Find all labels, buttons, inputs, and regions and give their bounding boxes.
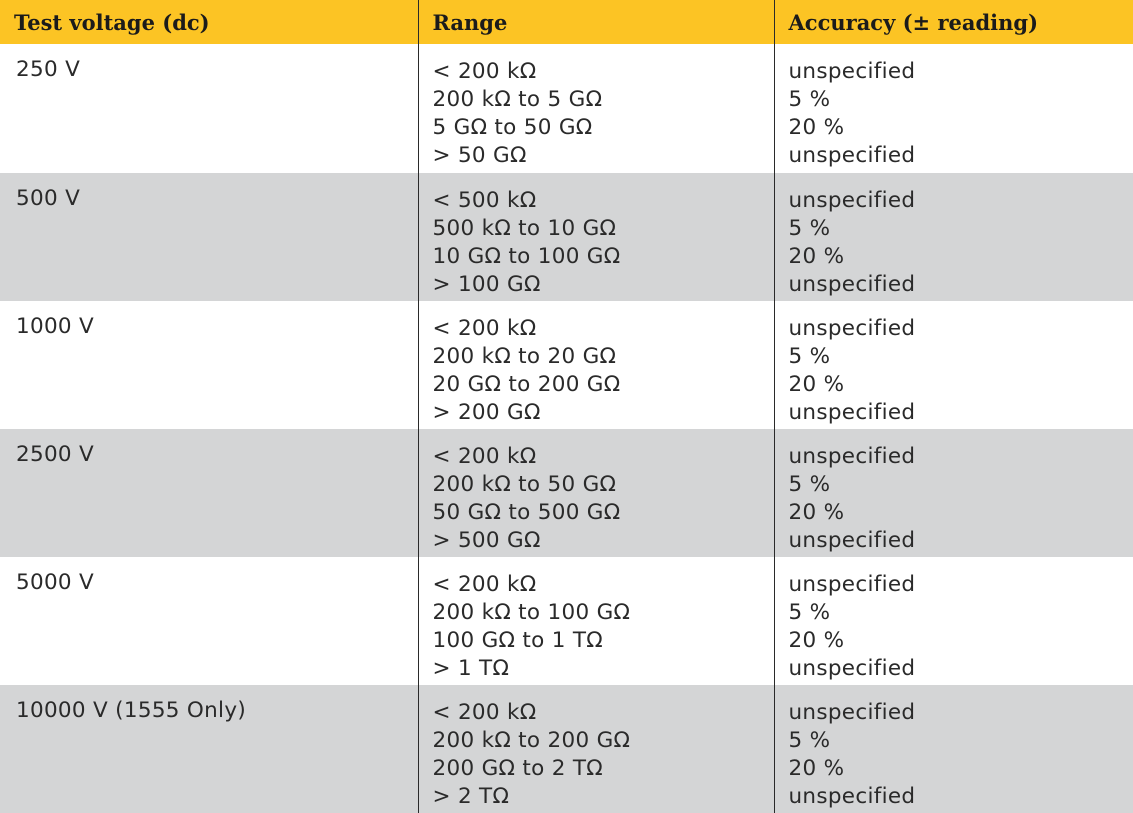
accuracy-value: unspecified	[788, 528, 916, 553]
test-voltage-cell	[0, 685, 418, 813]
range-value: > 100 GΩ	[432, 272, 541, 297]
range-value: 20 GΩ to 200 GΩ	[432, 372, 621, 397]
range-value: 5 GΩ to 50 GΩ	[432, 115, 593, 140]
range-value: 200 kΩ to 20 GΩ	[432, 344, 617, 369]
range-value: 200 kΩ to 100 GΩ	[432, 600, 631, 625]
test-voltage-value: 2500 V	[16, 442, 95, 467]
header-range: Range	[418, 0, 774, 44]
test-voltage-cell	[0, 301, 418, 429]
range-value: 50 GΩ to 500 GΩ	[432, 500, 621, 525]
accuracy-cell	[774, 44, 1133, 173]
accuracy-cell	[774, 429, 1133, 557]
test-voltage-value: 5000 V	[16, 570, 95, 595]
accuracy-value: 20 %	[788, 115, 845, 140]
test-voltage-value: 250 V	[16, 57, 81, 82]
range-value: > 200 GΩ	[432, 400, 541, 425]
range-value: < 200 kΩ	[432, 316, 537, 341]
range-value: < 200 kΩ	[432, 700, 537, 725]
accuracy-value: unspecified	[788, 188, 916, 213]
test-voltage-cell	[0, 44, 418, 173]
header-row	[0, 0, 1133, 44]
range-value: 10 GΩ to 100 GΩ	[432, 244, 621, 269]
accuracy-value: unspecified	[788, 444, 916, 469]
test-voltage-value: 500 V	[16, 186, 81, 211]
test-voltage-cell	[0, 557, 418, 685]
accuracy-cell	[774, 301, 1133, 429]
test-voltage-cell	[0, 429, 418, 557]
accuracy-cell	[774, 685, 1133, 813]
test-voltage-cell	[0, 173, 418, 301]
table-row	[0, 429, 1133, 557]
range-cell	[418, 685, 774, 813]
range-value: < 500 kΩ	[432, 188, 537, 213]
range-value: > 500 GΩ	[432, 528, 541, 553]
accuracy-value: 5 %	[788, 472, 831, 497]
table-row	[0, 685, 1133, 813]
accuracy-value: unspecified	[788, 700, 916, 725]
range-cell	[418, 557, 774, 685]
accuracy-value: unspecified	[788, 572, 916, 597]
table-body	[0, 44, 1133, 813]
accuracy-value: unspecified	[788, 316, 916, 341]
accuracy-value: unspecified	[788, 272, 916, 297]
header-accuracy: Accuracy (± reading)	[774, 0, 1133, 44]
test-voltage-value: 10000 V (1555 Only)	[16, 698, 247, 723]
table-row	[0, 301, 1133, 429]
table-row	[0, 557, 1133, 685]
range-value: 500 kΩ to 10 GΩ	[432, 216, 617, 241]
table-header	[0, 0, 1133, 44]
range-value: 200 kΩ to 5 GΩ	[432, 87, 603, 112]
range-cell	[418, 173, 774, 301]
accuracy-value: unspecified	[788, 656, 916, 681]
accuracy-value: unspecified	[788, 143, 916, 168]
range-value: < 200 kΩ	[432, 59, 537, 84]
range-cell	[418, 301, 774, 429]
accuracy-value: 20 %	[788, 500, 845, 525]
table-row	[0, 173, 1133, 301]
range-value: > 1 TΩ	[432, 656, 510, 681]
header-test-voltage: Test voltage (dc)	[0, 0, 418, 44]
accuracy-value: 5 %	[788, 344, 831, 369]
accuracy-value: unspecified	[788, 59, 916, 84]
range-cell	[418, 44, 774, 173]
accuracy-value: 5 %	[788, 600, 831, 625]
accuracy-value: 20 %	[788, 244, 845, 269]
accuracy-value: unspecified	[788, 400, 916, 425]
accuracy-cell	[774, 173, 1133, 301]
accuracy-value: 20 %	[788, 628, 845, 653]
accuracy-cell	[774, 557, 1133, 685]
range-value: > 2 TΩ	[432, 784, 510, 809]
range-value: < 200 kΩ	[432, 572, 537, 597]
accuracy-value: 5 %	[788, 216, 831, 241]
accuracy-value: unspecified	[788, 784, 916, 809]
range-value: < 200 kΩ	[432, 444, 537, 469]
range-value: > 50 GΩ	[432, 143, 527, 168]
range-value: 200 kΩ to 50 GΩ	[432, 472, 617, 497]
accuracy-value: 5 %	[788, 728, 831, 753]
table-row	[0, 44, 1133, 173]
accuracy-value: 20 %	[788, 756, 845, 781]
test-voltage-value: 1000 V	[16, 314, 95, 339]
range-cell	[418, 429, 774, 557]
range-value: 200 GΩ to 2 TΩ	[432, 756, 603, 781]
range-value: 200 kΩ to 200 GΩ	[432, 728, 631, 753]
accuracy-value: 20 %	[788, 372, 845, 397]
accuracy-value: 5 %	[788, 87, 831, 112]
range-value: 100 GΩ to 1 TΩ	[432, 628, 603, 653]
